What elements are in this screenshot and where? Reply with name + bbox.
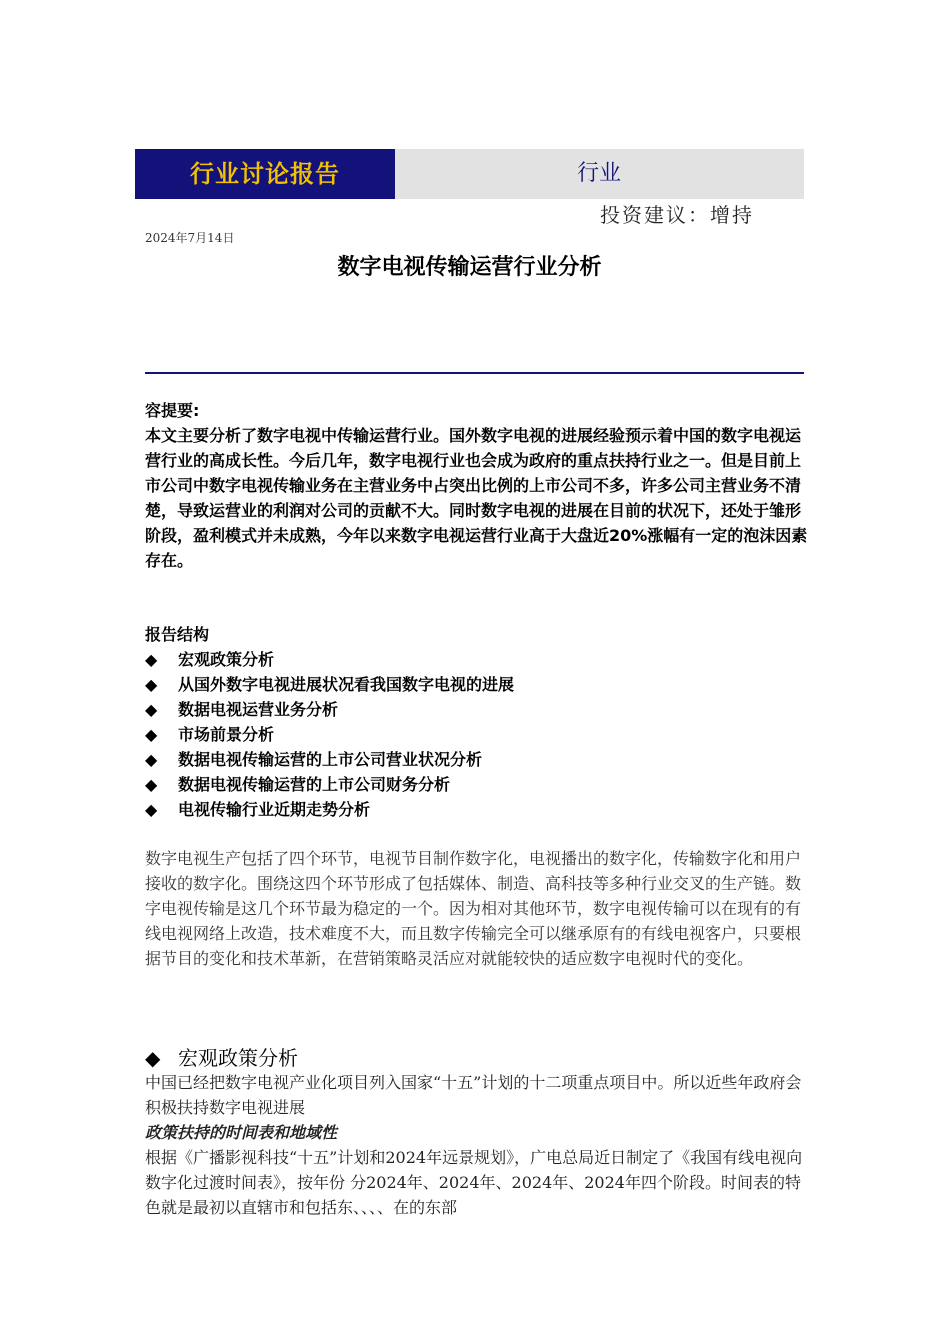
structure-item: [145, 672, 810, 697]
summary-text: 本文主要分析了数字电视中传输运营行业。国外数字电视的进展经验预示着中国的数字电视运营行业的高成长性。今后几年，数字电视行业也会成为政府的重点扶持行业之一。但是目前上市公司中数字电视传输业务在主营业务中占突出比例的上市公司不多，许多公司主营业务不清楚，导致运营业的利润对公司的贡献不大。同时数字电视的进展在目前的状况下，还处于雏形阶段，盈利模式并未成熟，今年以来数字电视运营行业高于大盘近20%涨幅有一定的泡沫因素存在。: [145, 426, 808, 570]
report-type-label: 行业讨论报告: [135, 149, 395, 199]
section-heading-text: 宏观政策分析: [178, 1046, 298, 1070]
structure-label: 报告结构: [145, 625, 210, 644]
report-date: 2024年7月14日: [145, 231, 235, 245]
structure-item-text: 数据电视传输运营的上市公司财务分析: [178, 775, 451, 794]
diamond-bullet-icon: ◆: [145, 725, 158, 744]
structure-item: [145, 747, 810, 772]
section-subheading: 政策扶持的时间表和地域性: [145, 1123, 338, 1142]
structure-item: [145, 797, 810, 822]
document-title: 数字电视传输运营行业分析: [337, 255, 602, 280]
category-label: 行业: [395, 149, 804, 199]
section-paragraph: 根据《广播影视科技“十五”计划和2024年远景规划》，广电总局近日制定了《我国有线电视向数字化过渡时间表》，按年份 分2024年、2024年、2024年、2024年四个阶段。时间表的特色就是最初以直辖市和包括东、、、、在的东部: [145, 1148, 803, 1217]
structure-item-text: 数据电视运营业务分析: [178, 700, 339, 719]
section-paragraph: 中国已经把数字电视产业化项目列入国家“十五”计划的十二项重点项目中。所以近些年政府会积极扶持数字电视进展: [145, 1073, 802, 1117]
structure-list: [145, 647, 810, 822]
diamond-bullet-icon: ◆: [145, 750, 158, 769]
structure-item: [145, 647, 810, 672]
diamond-bullet-icon: ◆: [145, 700, 158, 719]
section-heading: [145, 1042, 298, 1071]
summary-section: [145, 398, 810, 573]
structure-item: [145, 722, 810, 747]
diamond-bullet-icon: ◆: [145, 1046, 161, 1070]
intro-paragraph: 数字电视生产包括了四个环节，电视节目制作数字化，电视播出的数字化，传输数字化和用户接收的数字化。围绕这四个环节形成了包括媒体、制造、高科技等多种行业交叉的生产链。数字电视传输是这几个环节最为稳定的一个。因为相对其他环节，数字电视传输可以在现有的有线电视网络上改造，技术难度不大，而且数字传输完全可以继承原有的有线电视客户，只要根据节目的变化和技术革新，在营销策略灵活应对就能较快的适应数字电视时代的变化。: [145, 849, 802, 968]
structure-item-text: 数据电视传输运营的上市公司营业状况分析: [178, 750, 483, 769]
report-header-bar: [135, 149, 804, 199]
diamond-bullet-icon: ◆: [145, 675, 158, 694]
structure-item-text: 电视传输行业近期走势分析: [178, 800, 371, 819]
structure-item: [145, 772, 810, 797]
investment-advice: 投资建议：增持: [600, 203, 754, 227]
diamond-bullet-icon: ◆: [145, 650, 158, 669]
diamond-bullet-icon: ◆: [145, 800, 158, 819]
structure-item-text: 市场前景分析: [178, 725, 275, 744]
section-body: [145, 1070, 810, 1220]
report-structure: [145, 622, 810, 822]
diamond-bullet-icon: ◆: [145, 775, 158, 794]
structure-item: [145, 697, 810, 722]
title-divider: [145, 372, 804, 374]
structure-item-text: 宏观政策分析: [178, 650, 275, 669]
structure-item-text: 从国外数字电视进展状况看我国数字电视的进展: [178, 675, 515, 694]
summary-label: 容提要:: [145, 401, 200, 420]
